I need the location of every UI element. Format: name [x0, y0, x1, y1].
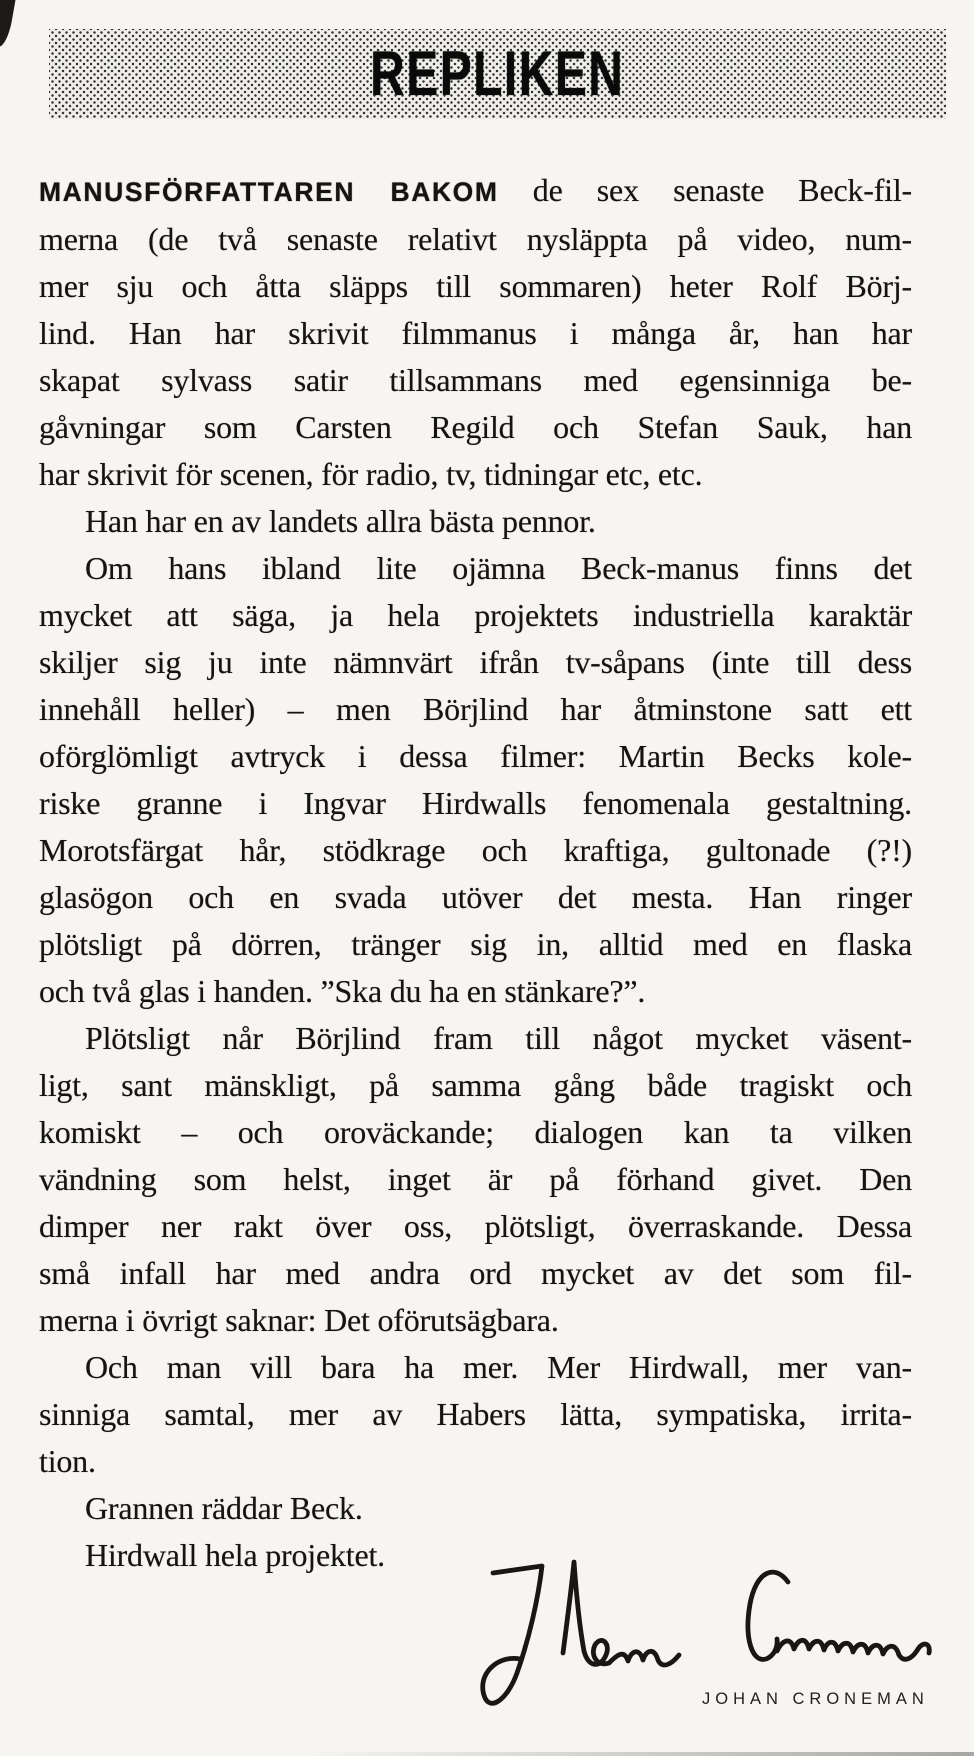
text-line: vändning som helst, inget är på förhand givet. Den	[39, 1161, 912, 1197]
signature-stroke-johan-ohan	[563, 1562, 679, 1665]
text-line: komiskt – och oroväckande; dialogen kan ta vilken	[39, 1114, 912, 1150]
text-line: och två glas i handen. ”Ska du ha en stänkare?”.	[39, 973, 646, 1009]
text-line: mer sju och åtta släpps till sommaren) heter Rolf Börj-	[39, 268, 912, 304]
scan-artifact-bottom-shadow	[300, 1752, 974, 1756]
section-header-band	[49, 29, 946, 119]
text-line: Om hans ibland lite ojämna Beck-manus finns det	[85, 550, 912, 586]
text-line: innehåll heller) – men Börjlind har åtminstone satt ett	[39, 691, 912, 727]
signature-handwriting	[468, 1542, 968, 1742]
text-line: mycket att säga, ja hela projektets industriella karaktär	[39, 597, 912, 633]
signature-stroke-johan-j	[483, 1566, 542, 1703]
text-line: sinniga samtal, mer av Habers lätta, sympatiska, irrita-	[39, 1396, 912, 1432]
text-line: MANUSFÖRFATTAREN BAKOM de sex senaste Beck-fil-	[39, 172, 912, 208]
text-line: Han har en av landets allra bästa pennor.	[85, 503, 596, 539]
text-line: ligt, sant mänskligt, på samma gång både tragiskt och	[39, 1067, 912, 1103]
text-line: merna i övrigt saknar: Det oförutsägbara.	[39, 1302, 559, 1338]
text-line: lind. Han har skrivit filmmanus i många år, han har	[39, 315, 912, 351]
text-line: skiljer sig ju inte nämnvärt ifrån tv-såpans (inte till dess	[39, 644, 912, 680]
text-line: tion.	[39, 1443, 96, 1479]
text-line: dimper ner rakt över oss, plötsligt, överraskande. Dessa	[39, 1208, 912, 1244]
text-line: Och man vill bara ha mer. Mer Hirdwall, mer van-	[85, 1349, 912, 1385]
text-line: plötsligt på dörren, tränger sig in, alltid med en flaska	[39, 926, 912, 962]
text-line: har skrivit för scenen, för radio, tv, tidningar etc, etc.	[39, 456, 703, 492]
text-line: gåvningar som Carsten Regild och Stefan Sauk, han	[39, 409, 912, 445]
section-title: REPLIKEN	[370, 39, 625, 109]
text-line: små infall har med andra ord mycket av det som fil-	[39, 1255, 912, 1291]
author-printed-name: JOHAN CRONEMAN	[702, 1690, 929, 1708]
text-line: Plötsligt når Börjlind fram till något mycket väsent-	[85, 1020, 912, 1056]
lead-in-text: MANUSFÖRFATTAREN BAKOM	[39, 177, 499, 207]
scan-artifact-corner	[0, 0, 17, 48]
article-body	[39, 167, 912, 1579]
text-line: Morotsfärgat hår, stödkrage och kraftiga, gultonade (?!)	[39, 832, 912, 868]
text-line: riske granne i Ingvar Hirdwalls fenomenala gestaltning.	[39, 785, 912, 821]
text-line: Grannen räddar Beck.	[85, 1490, 363, 1526]
text-line: Hirdwall hela projektet.	[85, 1537, 385, 1573]
signature-stroke-croneman-rest	[777, 1640, 929, 1659]
text-line: merna (de två senaste relativt nysläppta på video, num-	[39, 221, 912, 257]
text-line: oförglömligt avtryck i dessa filmer: Martin Becks kole-	[39, 738, 912, 774]
text-line: skapat sylvass satir tillsammans med egensinniga be-	[39, 362, 912, 398]
text-line: glasögon och en svada utöver det mesta. Han ringer	[39, 879, 912, 915]
